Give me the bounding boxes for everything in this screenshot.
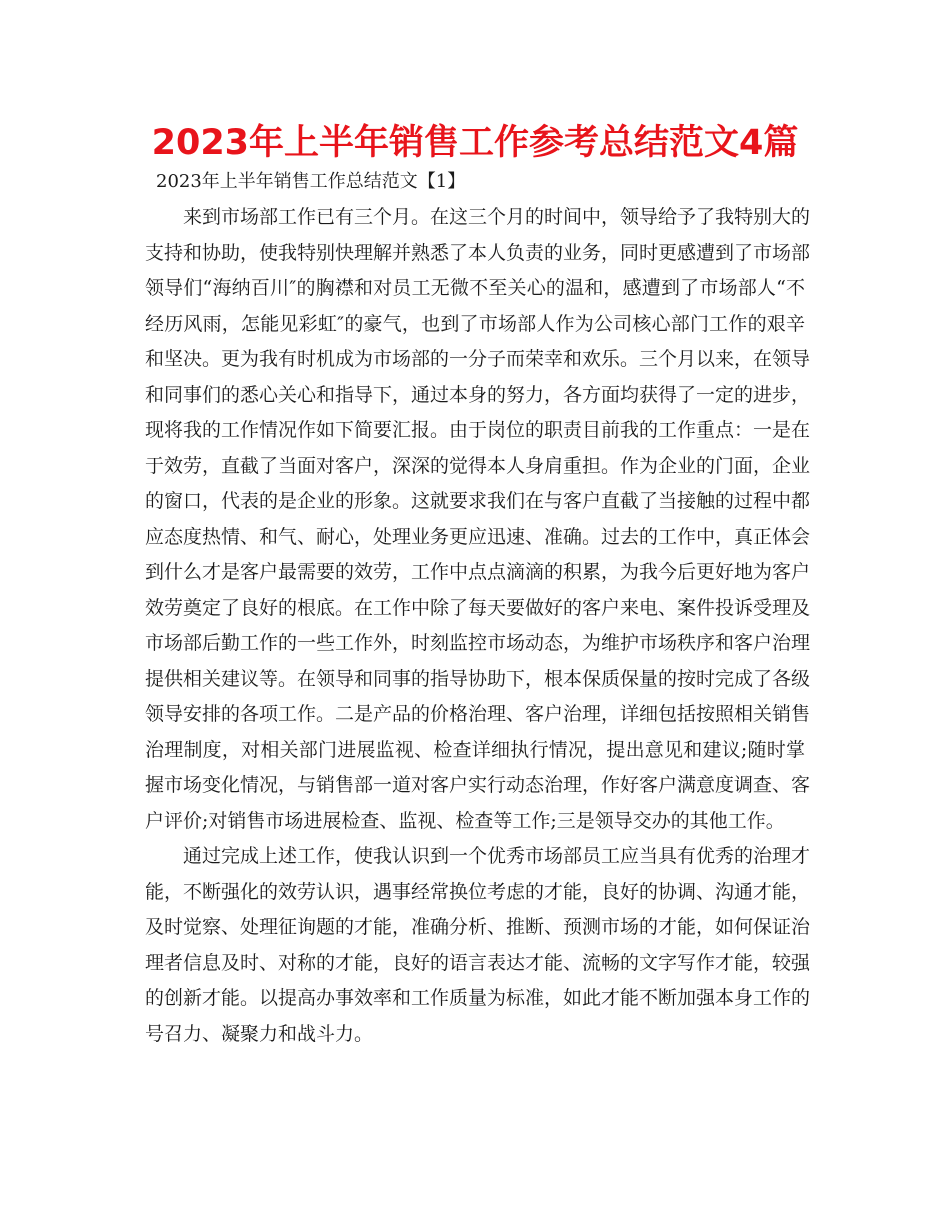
paragraph-line: 握市场变化情况，与销售部一道对客户实行动态治理，作好客户满意度调查、客 bbox=[145, 774, 811, 796]
paragraph-1 bbox=[145, 200, 811, 839]
paragraph-line: 应态度热情、和气、耐心，处理业务更应迅速、准确。过去的工作中，真正体会 bbox=[145, 525, 811, 548]
paragraph-line: 支持和协助，使我特别快理解并熟悉了本人负责的业务，同时更感遭到了市场部 bbox=[145, 241, 811, 264]
paragraph-line: 及时觉察、处理征询题的才能，准确分析、推断、预测市场的才能，如何保证治 bbox=[145, 916, 811, 938]
paragraph-line: 能，不断强化的效劳认识，遇事经常换位考虑的才能，良好的协调、沟通才能， bbox=[145, 880, 811, 903]
paragraph-line: 的窗口，代表的是企业的形象。这就要求我们在与客户直截了当接触的过程中都 bbox=[145, 490, 811, 512]
paragraph-line: 提供相关建议等。在领导和同事的指导协助下，根本保质保量的按时完成了各级 bbox=[145, 667, 811, 690]
paragraph-line: 到什么才是客户最需要的效劳，工作中点点滴滴的积累，为我今后更好地为客户 bbox=[145, 561, 811, 583]
paragraph-line: 来到市场部工作已有三个月。在这三个月的时间中，领导给予了我特别大的 bbox=[183, 206, 811, 228]
paragraph-line: 户评价;对销售市场进展检查、监视、检查等工作;三是领导交办的其他工作。 bbox=[145, 809, 785, 832]
paragraph-line: 领导安排的各项工作。二是产品的价格治理、客户治理，详细包括按照相关销售 bbox=[145, 703, 811, 725]
paragraph-line: 通过完成上述工作，使我认识到一个优秀市场部员工应当具有优秀的治理才 bbox=[183, 845, 811, 867]
paragraph-line: 于效劳，直截了当面对客户，深深的觉得本人身肩重担。作为企业的门面，企业 bbox=[145, 454, 811, 477]
paragraph-line: 市场部后勤工作的一些工作外，时刻监控市场动态，为维护市场秩序和客户治理 bbox=[145, 632, 811, 654]
paragraph-2 bbox=[145, 839, 811, 1052]
paragraph-line: 现将我的工作情况作如下简要汇报。由于岗位的职责目前我的工作重点：一是在 bbox=[145, 419, 811, 441]
paragraph-line: 的创新才能。以提高办事效率和工作质量为标准，如此才能不断加强本身工作的 bbox=[145, 987, 811, 1009]
paragraph-line: 理者信息及时、对称的才能，良好的语言表达才能、流畅的文字写作才能，较强 bbox=[145, 951, 811, 974]
paragraph-line: 治理制度，对相关部门进展监视、检查详细执行情况，提出意见和建议;随时掌 bbox=[145, 738, 805, 761]
paragraph-line: 领导们“海纳百川″的胸襟和对员工无微不至关心的温和，感遭到了市场部人“不 bbox=[145, 277, 805, 299]
paragraph-line: 经历风雨，怎能见彩虹″的豪气，也到了市场部人作为公司核心部门工作的艰辛 bbox=[145, 312, 805, 335]
document-body bbox=[145, 200, 811, 1052]
paragraph-line: 效劳奠定了良好的根底。在工作中除了每天要做好的客户来电、案件投诉受理及 bbox=[145, 596, 811, 619]
document-title: 2023年上半年销售工作参考总结范文4篇 bbox=[151, 123, 799, 163]
paragraph-line: 号召力、凝聚力和战斗力。 bbox=[145, 1022, 374, 1045]
section-subtitle: 2023年上半年销售工作总结范文【1】 bbox=[156, 171, 466, 192]
paragraph-line: 和同事们的悉心关心和指导下，通过本身的努力，各方面均获得了一定的进步， bbox=[145, 383, 811, 406]
paragraph-line: 和坚决。更为我有时机成为市场部的一分子而荣幸和欢乐。三个月以来，在领导 bbox=[145, 348, 811, 370]
